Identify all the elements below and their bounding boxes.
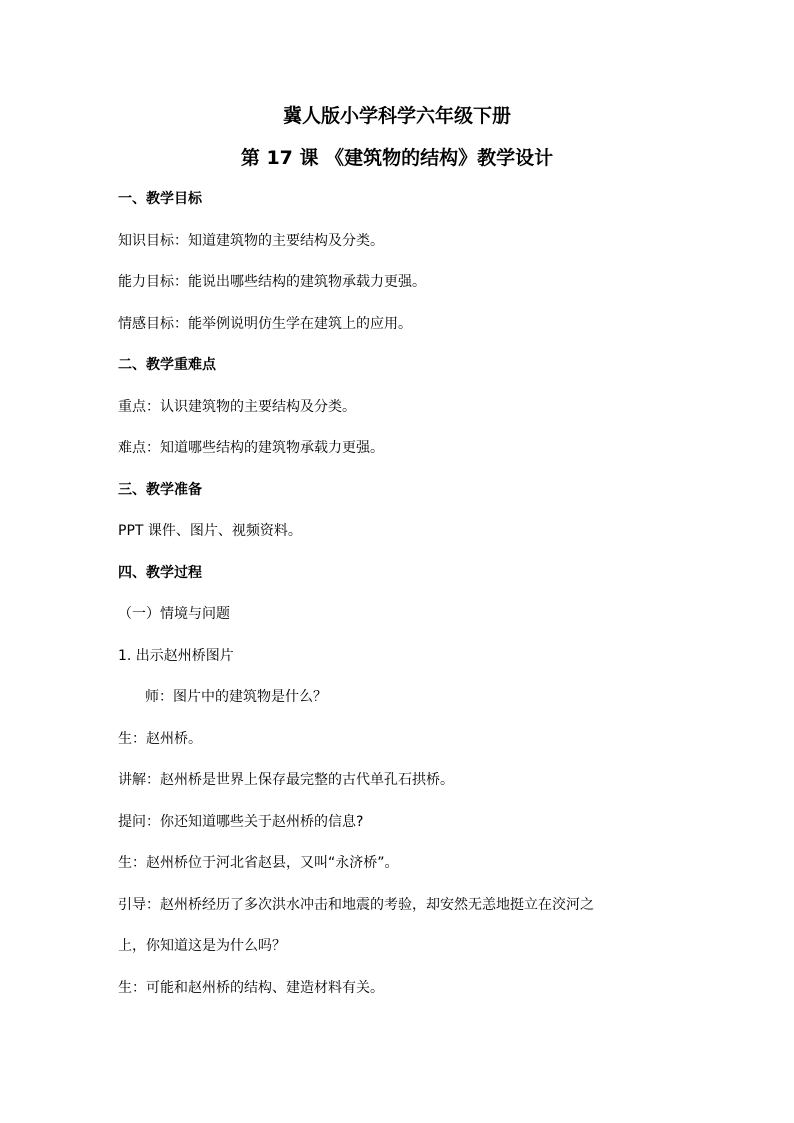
objective-emotion: 情感目标：能举例说明仿生学在建筑上的应用。 (118, 316, 412, 332)
key-point: 重点：认识建筑物的主要结构及分类。 (118, 399, 356, 415)
section-heading-key-points: 二、教学重难点 (118, 357, 216, 373)
guide-line-2: 上，你知道这是为什么吗？ (118, 938, 286, 954)
document-title-line1: 冀人版小学科学六年级下册 (282, 105, 511, 127)
objective-knowledge: 知识目标：知道建筑物的主要结构及分类。 (118, 233, 384, 249)
difficult-point: 难点：知道哪些结构的建筑物承载力更强。 (118, 440, 384, 456)
section-heading-objectives: 一、教学目标 (118, 191, 202, 207)
section-heading-preparation: 三、教学准备 (118, 482, 202, 498)
teacher-question: 师：图片中的建筑物是什么？ (145, 689, 327, 705)
section-heading-process: 四、教学过程 (118, 565, 202, 581)
preparation-text: PPT 课件、图片、视频资料。 (118, 523, 302, 539)
process-subsection-heading: （一）情境与问题 (118, 606, 230, 622)
explanation: 讲解：赵州桥是世界上保存最完整的古代单孔石拱桥。 (118, 772, 454, 788)
student-answer-3: 生：可能和赵州桥的结构、建造材料有关。 (118, 980, 384, 996)
student-answer-2: 生：赵州桥位于河北省赵县，又叫“永济桥”。 (118, 855, 399, 871)
document-title-line2: 第 17 课 《建筑物的结构》教学设计 (240, 147, 554, 169)
process-step-1: 1. 出示赵州桥图片 (118, 648, 234, 664)
objective-ability: 能力目标：能说出哪些结构的建筑物承载力更强。 (118, 274, 426, 290)
student-answer-1: 生：赵州桥。 (118, 731, 202, 747)
guide-line-1: 引导：赵州桥经历了多次洪水冲击和地震的考验，却安然无恙地挺立在洨河之 (118, 897, 594, 913)
question: 提问：你还知道哪些关于赵州桥的信息? (118, 814, 364, 830)
